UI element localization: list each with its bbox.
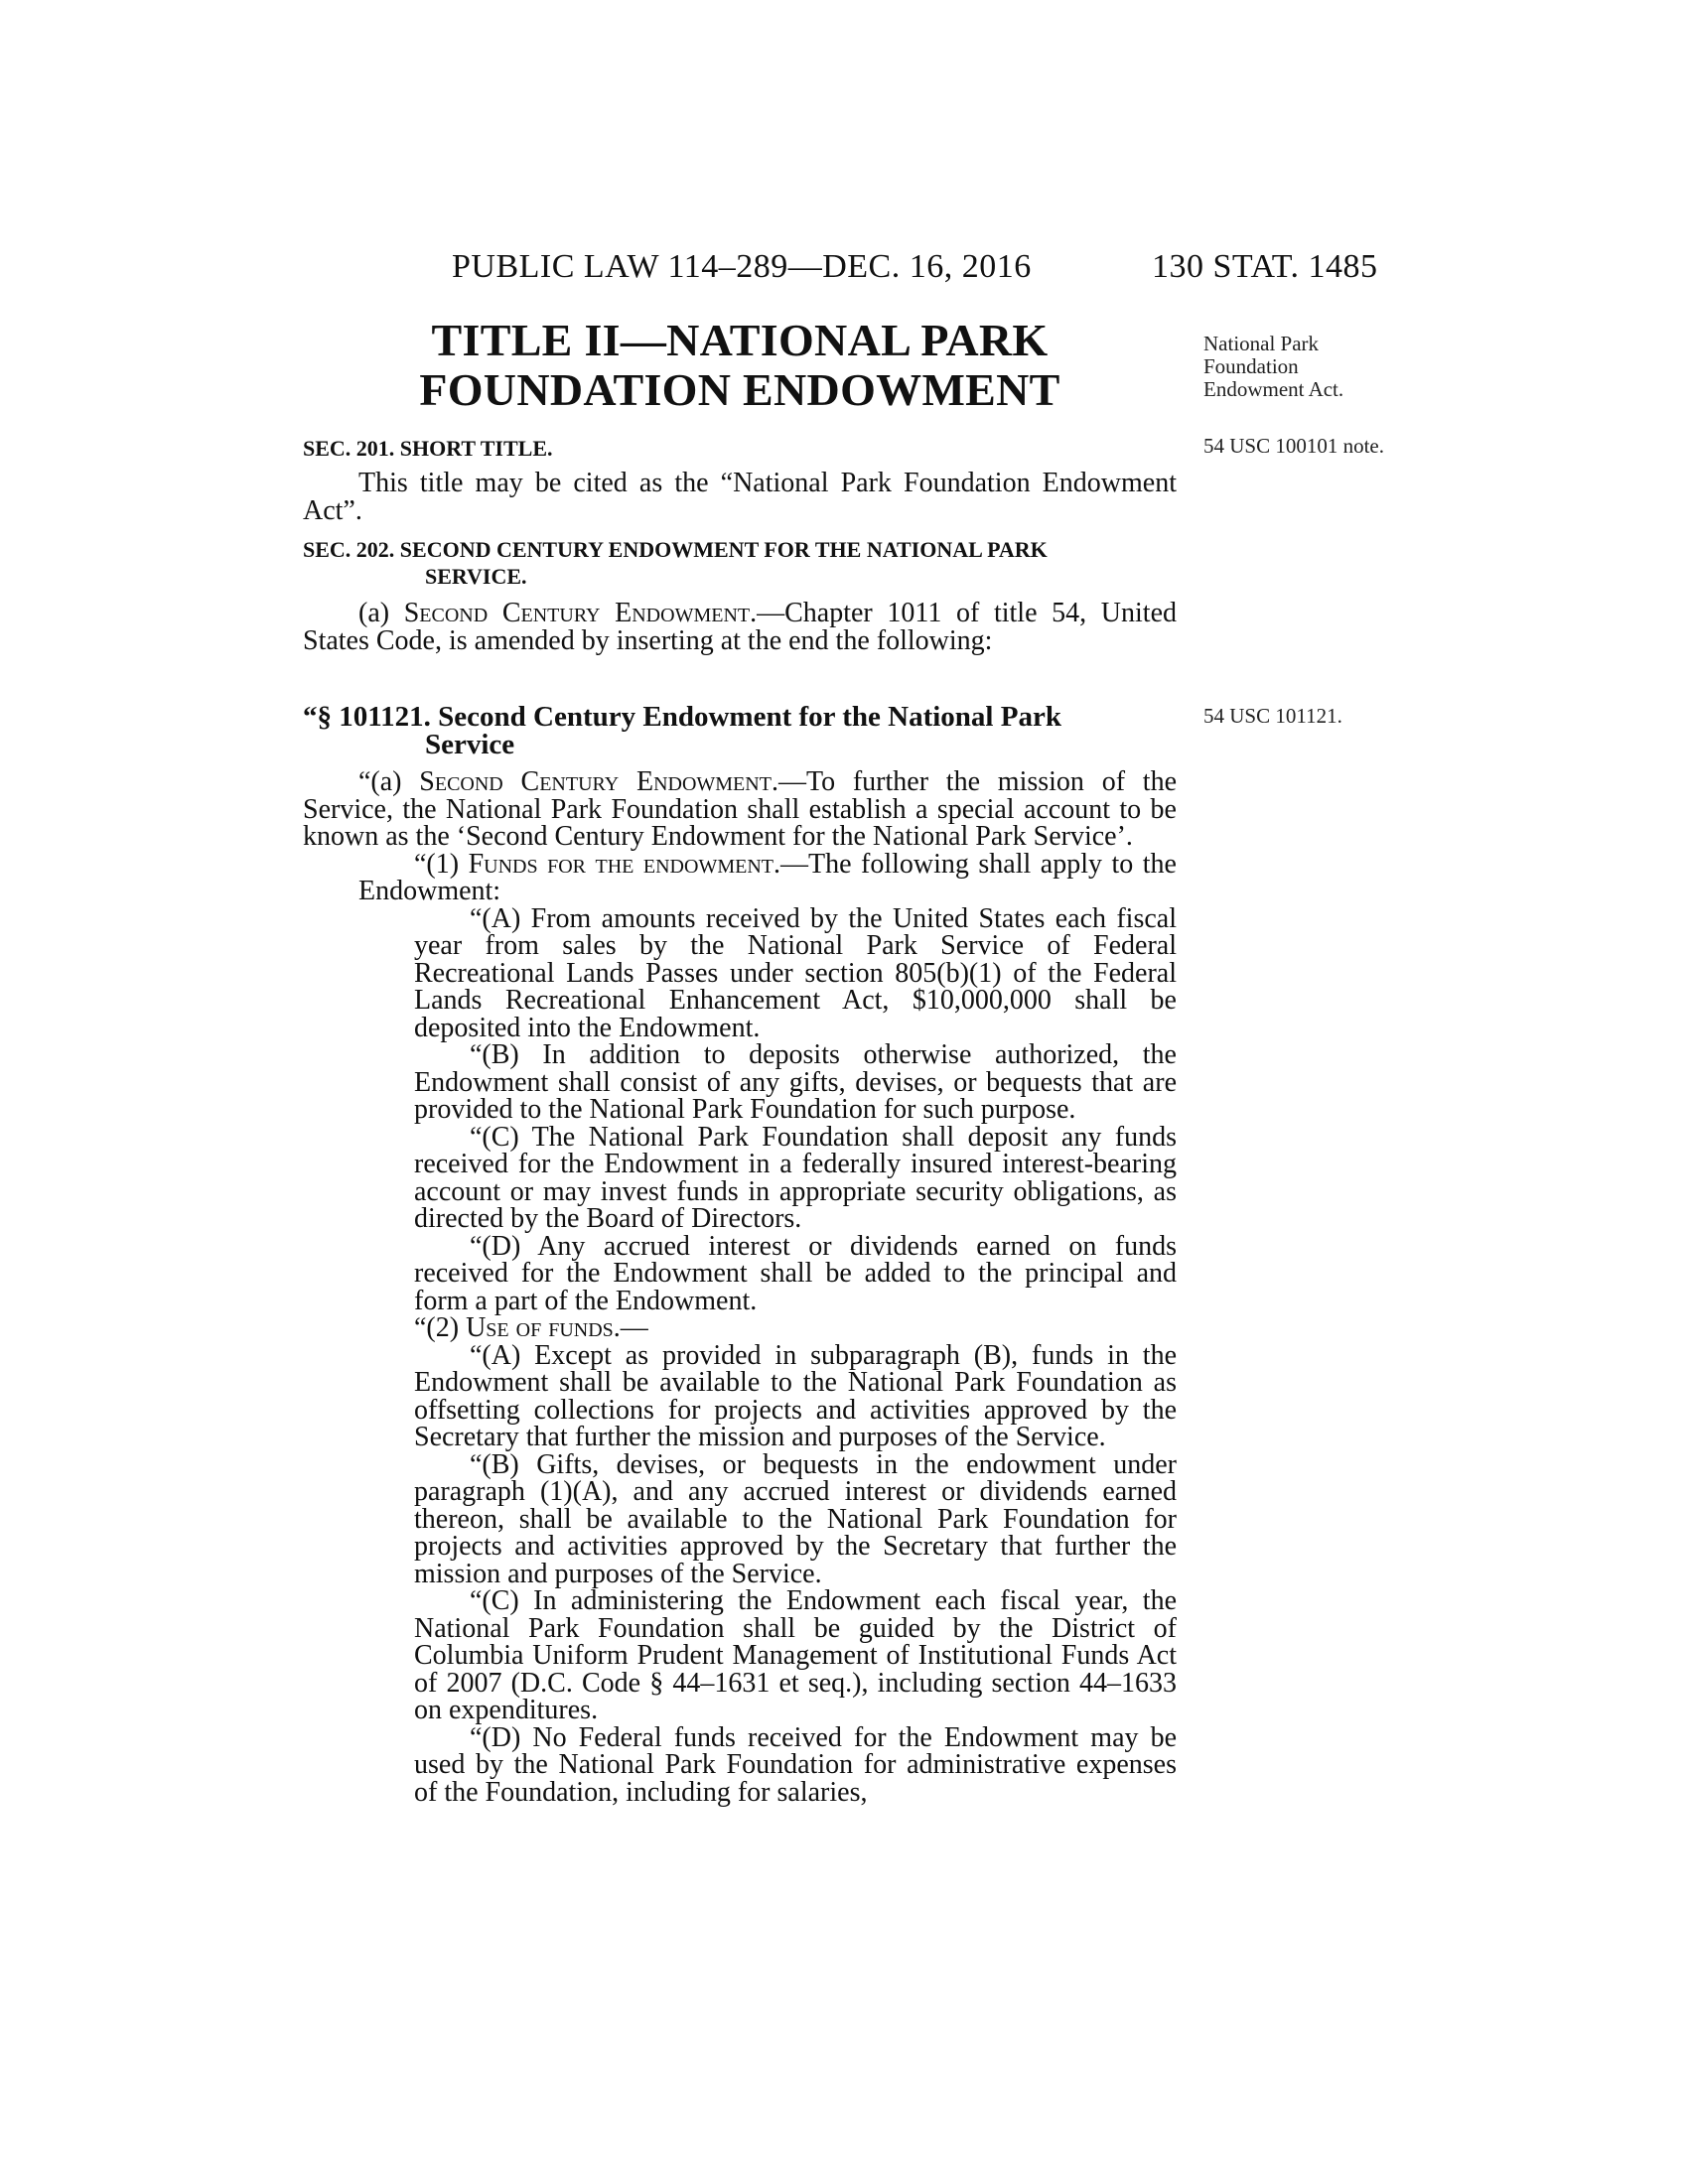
margin-note-usc-100101: 54 USC 100101 note. <box>1203 434 1385 458</box>
subsection-a <box>303 768 1177 851</box>
sec-202-heading-line-1: SEC. 202. SECOND CENTURY ENDOWMENT FOR THE NATIONAL PARK <box>303 537 1048 562</box>
paragraph-1-block <box>303 848 1177 1808</box>
subparagraph-2C: “(C) In administering the Endowment each fiscal year, the National Park Foundation shall be guided by the District of Columbia Uniform Prudent Management of Institutional Funds Act of 2007 (D.C. Code § 44–1631 et seq.), including section 44–1633 on expenditures. <box>414 1585 1177 1725</box>
margin-note-act-name: National Park Foundation Endowment Act. <box>1203 332 1344 401</box>
section-101121 <box>303 703 1177 1806</box>
paragraph-2 <box>358 1314 1177 1342</box>
sec-202-heading-line-2: SERVICE. <box>425 564 527 589</box>
paragraph-2-caption: Use of funds <box>466 1312 614 1343</box>
paragraph-2-label: “(2) <box>414 1312 467 1343</box>
subparagraph-1D: “(D) Any accrued interest or dividends earned on funds received for the Endowment shall be added to the principal and form a part of the Endowment. <box>414 1230 1177 1316</box>
statute-page-number: 130 STAT. 1485 <box>1152 248 1378 285</box>
paragraph-1-text: .—The following shall apply to the Endowment: <box>358 848 1177 906</box>
sec-202-a <box>303 600 1177 654</box>
subparagraph-1B: “(B) In addition to deposits otherwise authorized, the Endowment shall consist of any gifts, devises, or bequests that are provided to the National Park Foundation for such purpose. <box>414 1039 1177 1125</box>
subparagraph-1C: “(C) The National Park Foundation shall deposit any funds received for the Endowment in a federally insured interest-bearing account or may invest funds in appropriate security obligations, as directed by the Board of Directors. <box>414 1121 1177 1234</box>
paragraph-1 <box>358 848 1177 906</box>
subparagraph-2B: “(B) Gifts, devises, or bequests in the endowment under paragraph (1)(A), and any accrued interest or dividends earned thereon, shall be available to the National Park Foundation for projects and activities approved by the Secretary that further the mission and purposes of the Service. <box>414 1448 1177 1589</box>
sec-202-a-text: .—Chapter 1011 of title 54, United States Code, is amended by inserting at the end the following: <box>303 598 1177 656</box>
section-101121-title <box>303 703 1177 758</box>
margin-note-usc-101121: 54 USC 101121. <box>1203 704 1342 728</box>
title-line-2: FOUNDATION ENDOWMENT <box>419 364 1060 415</box>
subsection-a-text: .—To further the mission of the Service, the National Park Foundation shall establish a special account to be known as the ‘Second Century Endowment for the National Park Service’. <box>303 766 1177 852</box>
title-heading <box>303 316 1177 415</box>
sec-201-text: This title may be cited as the “National Park Foundation Endowment Act”. <box>303 468 1177 526</box>
running-head: PUBLIC LAW 114–289—DEC. 16, 2016 <box>452 248 1032 285</box>
subsection-a-label: “(a) <box>358 766 420 797</box>
subparagraph-2D: “(D) No Federal funds received for the Endowment may be used by the National Park Foundation for administrative expenses of the Foundation, including for salaries, <box>414 1721 1177 1808</box>
section-101121-title-line-2: Service <box>425 729 515 760</box>
paragraph-2-subparagraphs <box>358 1339 1177 1808</box>
title-line-1: TITLE II—NATIONAL PARK <box>431 315 1049 365</box>
paragraph-1-label: “(1) <box>414 848 469 880</box>
subparagraph-2A: “(A) Except as provided in subparagraph (B), funds in the Endowment shall be available to the National Park Foundation as offsetting collections for projects and activities approved by the Secretary that further the mission and purposes of the Service. <box>414 1339 1177 1452</box>
paragraph-1-subparagraphs <box>358 902 1177 1316</box>
sec-202-a-label: (a) <box>358 598 404 628</box>
sec-202-heading <box>303 536 1177 590</box>
section-101121-title-line-1: “§ 101121. Second Century Endowment for the National Park <box>303 701 1061 733</box>
section-201 <box>303 435 1177 524</box>
paragraph-2-text: .— <box>613 1312 648 1343</box>
section-202 <box>303 536 1177 654</box>
sec-202-a-caption: Second Century Endowment <box>403 598 751 628</box>
subsection-a-caption: Second Century Endowment <box>419 766 772 797</box>
sec-201-heading: SEC. 201. SHORT TITLE. <box>303 436 553 461</box>
subparagraph-1A: “(A) From amounts received by the United States each fiscal year from sales by the National Park Service of Federal Recreational Lands Passes under section 805(b)(1) of the Federal Lands Recreational Enhancement Act, $10,000,000 shall be deposited into the Endowment. <box>414 902 1177 1043</box>
paragraph-1-caption: Funds for the endowment <box>468 848 774 880</box>
